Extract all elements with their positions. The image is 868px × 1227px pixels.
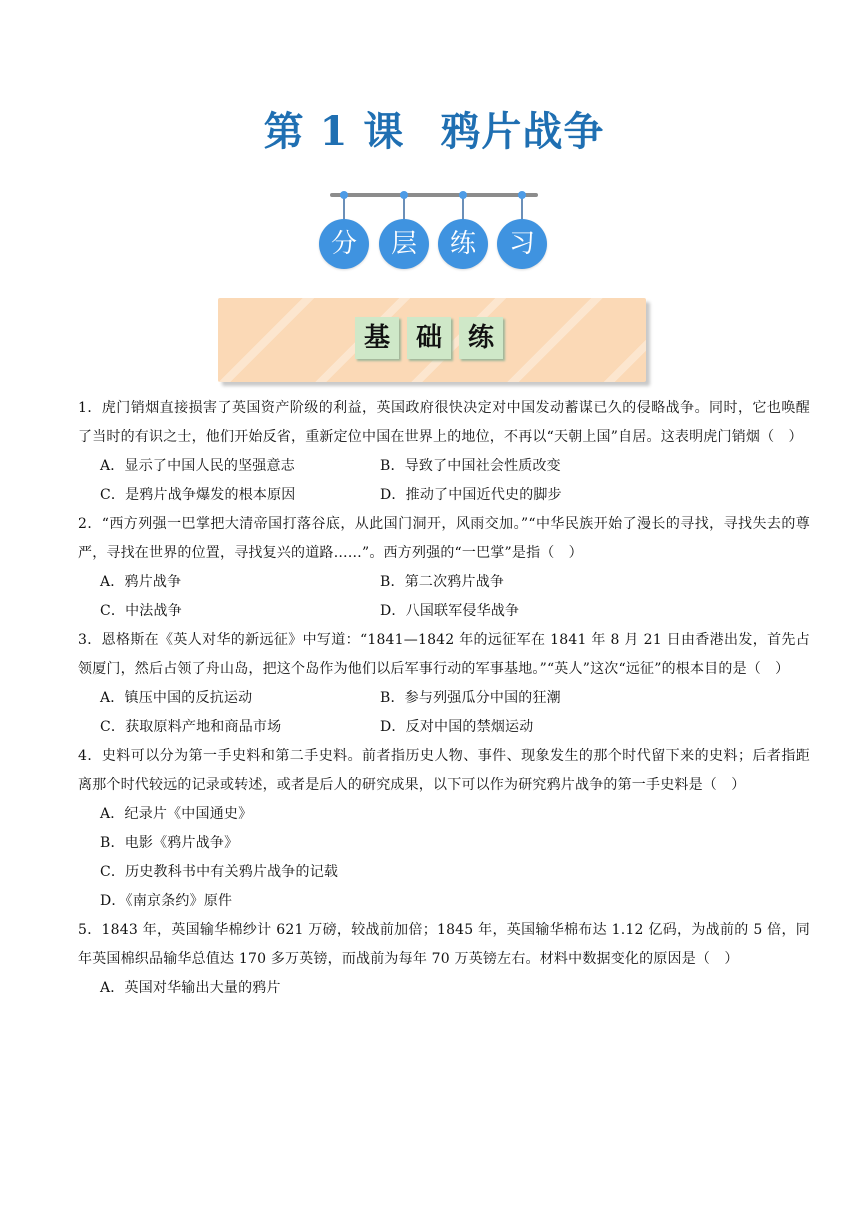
lesson-number: 第 1 课 bbox=[263, 108, 405, 155]
page-title bbox=[0, 100, 868, 157]
option: D．推动了中国近代史的脚步 bbox=[380, 487, 562, 503]
option: C．获取原料产地和商品市场 bbox=[100, 719, 282, 735]
option: C．中法战争 bbox=[100, 603, 182, 619]
question-stem: 5．1843 年，英国输华棉纱计 621 万磅，较战前加倍；1845 年，英国输华棉布达 1.12 亿码，为战前的 5 倍，同年英国棉织品输华总值达 170 多万英镑，而战前为每年 70 万英镑左右。材料中数据变化的原因是（ ） bbox=[78, 922, 810, 967]
section-char: 基 bbox=[355, 317, 399, 359]
options bbox=[78, 684, 810, 742]
question-stem: 2．“西方列强一巴掌把大清帝国打落谷底，从此国门洞开，风雨交加。”“中华民族开始了漫长的寻找，寻找失去的尊严，寻找在世界的位置，寻找复兴的道路……”。西方列强的“一巴掌”是指（ ） bbox=[78, 516, 810, 561]
badge-char: 习 bbox=[497, 219, 547, 269]
option: C．历史教科书中有关鸦片战争的记载 bbox=[100, 864, 339, 880]
question bbox=[78, 626, 810, 742]
question bbox=[78, 916, 810, 1003]
option: A．镇压中国的反抗运动 bbox=[100, 690, 253, 706]
badge-char: 分 bbox=[319, 219, 369, 269]
option: B．参与列强瓜分中国的狂潮 bbox=[380, 690, 561, 706]
option: D．反对中国的禁烟运动 bbox=[380, 719, 534, 735]
lesson-title: 鸦片战争 bbox=[440, 108, 605, 155]
option: A．英国对华输出大量的鸦片 bbox=[100, 980, 281, 996]
options bbox=[78, 568, 810, 626]
option: A．鸦片战争 bbox=[100, 574, 182, 590]
badge-char: 练 bbox=[438, 219, 488, 269]
option: C．是鸦片战争爆发的根本原因 bbox=[100, 487, 296, 503]
option: B．导致了中国社会性质改变 bbox=[380, 458, 561, 474]
option: B．第二次鸦片战争 bbox=[380, 574, 505, 590]
option: A．显示了中国人民的坚强意志 bbox=[100, 458, 295, 474]
question bbox=[78, 742, 810, 916]
option: D．《南京条约》原件 bbox=[100, 893, 233, 909]
question-list bbox=[78, 394, 810, 1003]
question bbox=[78, 394, 810, 510]
section-char: 练 bbox=[459, 317, 503, 359]
section-banner bbox=[218, 298, 646, 382]
option: D．八国联军侵华战争 bbox=[380, 603, 520, 619]
badge-rail bbox=[330, 193, 538, 197]
section-char: 础 bbox=[407, 317, 451, 359]
question-stem: 4．史料可以分为第一手史料和第二手史料。前者指历史人物、事件、现象发生的那个时代留下来的史料；后者指距离那个时代较远的记录或转述，或者是后人的研究成果，以下可以作为研究鸦片战争的第一手史料是（ ） bbox=[78, 748, 810, 793]
badge-char: 层 bbox=[379, 219, 429, 269]
question bbox=[78, 510, 810, 626]
options bbox=[78, 452, 810, 510]
question-stem: 1．虎门销烟直接损害了英国资产阶级的利益，英国政府很快决定对中国发动蓄谋已久的侵略战争。同时，它也唤醒了当时的有识之士，他们开始反省，重新定位中国在世界上的地位，不再以“天朝上国”自居。这表明虎门销烟（ ） bbox=[78, 400, 810, 445]
option: A．纪录片《中国通史》 bbox=[100, 806, 253, 822]
question-stem: 3．恩格斯在《英人对华的新远征》中写道：“1841—1842 年的远征军在 1841 年 8 月 21 日由香港出发，首先占领厦门，然后占领了舟山岛，把这个岛作为他们以后军事行动的军事基地。”“英人”这次“远征”的根本目的是（ ） bbox=[78, 632, 810, 677]
option: B．电影《鸦片战争》 bbox=[100, 835, 239, 851]
